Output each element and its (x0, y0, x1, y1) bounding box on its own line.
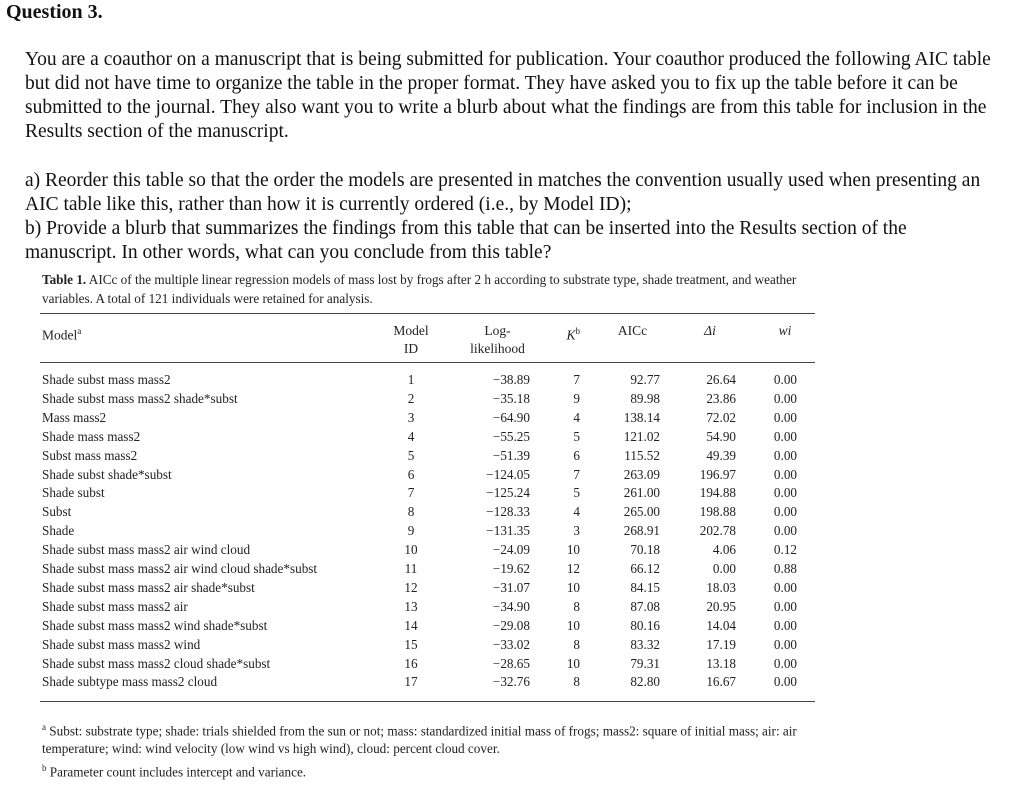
row-weight: 0.88 (773, 561, 797, 576)
row-delta: 49.39 (706, 447, 736, 463)
row-log-likelihood: −32.76 (492, 674, 530, 690)
row-model-id: 6 (407, 466, 415, 482)
table-caption-label: Table 1. (42, 272, 87, 287)
header-aicc: AICc (617, 323, 648, 338)
row-model-id: 9 (407, 523, 415, 539)
row-aicc: 83.32 (630, 636, 660, 652)
row-aicc: 265.00 (623, 504, 660, 520)
row-model: Shade subst mass mass2 cloud shade*subst (42, 655, 271, 671)
row-aicc: 261.00 (623, 485, 660, 501)
row-delta: 23.86 (706, 390, 736, 406)
row-model-id: 3 (407, 409, 415, 425)
row-log-likelihood: −19.62 (492, 561, 530, 576)
table-row (0, 617, 1024, 636)
row-model-id: 17 (404, 674, 418, 690)
row-weight: 0.12 (773, 542, 797, 558)
row-model-id: 7 (407, 485, 415, 501)
table-header-rule (40, 362, 815, 363)
row-model-id: 13 (404, 598, 418, 614)
header-k: $K^b$ (566, 326, 580, 343)
row-aicc: 79.31 (630, 655, 660, 671)
table-top-rule (40, 313, 815, 314)
row-model: Shade subst mass mass2 (42, 372, 171, 387)
row-delta: 72.02 (706, 409, 736, 425)
table-row (0, 673, 1024, 692)
row-aicc: 138.14 (623, 409, 660, 425)
row-model: Shade subst (42, 485, 105, 501)
row-model: Shade subst mass mass2 air wind cloud shade*subst (42, 561, 318, 576)
row-log-likelihood: −128.33 (486, 504, 530, 520)
row-k: 10 (566, 617, 580, 633)
row-k: 6 (573, 447, 580, 463)
table-row (0, 655, 1024, 674)
row-model: Shade subst mass mass2 air wind cloud (42, 542, 251, 558)
table-row (0, 560, 1024, 579)
row-model-id: 10 (404, 542, 418, 558)
row-log-likelihood: −125.24 (486, 485, 530, 501)
row-model-id: 1 (407, 372, 415, 387)
row-model-id: 15 (404, 636, 418, 652)
table-row (0, 466, 1024, 485)
table-row (0, 503, 1024, 522)
row-model-id: 4 (407, 428, 415, 444)
row-aicc: 121.02 (623, 428, 660, 444)
row-k: 5 (573, 485, 580, 501)
row-model: Mass mass2 (42, 409, 107, 425)
header-weight: wi (778, 323, 792, 338)
row-model: Shade subst shade*subst (42, 466, 172, 482)
row-weight: 0.00 (773, 523, 797, 539)
row-model: Shade mass mass2 (42, 428, 141, 444)
row-delta: 18.03 (706, 579, 736, 595)
row-weight: 0.00 (773, 636, 797, 652)
header-model: Model$^a$ (42, 326, 82, 343)
row-weight: 0.00 (773, 674, 797, 690)
row-model-id: 11 (404, 561, 418, 576)
row-model-id: 8 (407, 504, 415, 520)
row-k: 8 (573, 598, 580, 614)
row-log-likelihood: −33.02 (492, 636, 530, 652)
row-k: 8 (573, 636, 580, 652)
row-model: Subst mass mass2 (42, 447, 138, 463)
row-log-likelihood: −51.39 (492, 447, 530, 463)
part-b-text: b) Provide a blurb that summarizes the findings from this table that can be inserted into the Results section of the manuscript. In other words, what can you conclude from this table? (25, 218, 907, 263)
row-aicc: 268.91 (623, 523, 660, 539)
header-log-likelihood: Log- likelihood (470, 323, 525, 356)
row-weight: 0.00 (773, 409, 797, 425)
row-log-likelihood: −131.35 (486, 523, 530, 539)
row-model: Shade (42, 523, 75, 539)
table-row (0, 598, 1024, 617)
table-row (0, 447, 1024, 466)
row-log-likelihood: −28.65 (492, 655, 530, 671)
row-weight: 0.00 (773, 579, 797, 595)
row-delta: 54.90 (706, 428, 736, 444)
table-caption-text: AICc of the multiple linear regression models of mass lost by frogs after 2 h according to substrate type, shade treatment, and weather variables. A total of 121 individuals were retained for analysis. (42, 272, 797, 306)
row-aicc: 92.77 (630, 372, 660, 387)
row-weight: 0.00 (773, 617, 797, 633)
footnote-b: $^b$ Parameter count includes intercept and variance. (42, 763, 307, 780)
row-weight: 0.00 (773, 504, 797, 520)
intro-paragraph: You are a coauthor on a manuscript that is being submitted for publication. Your coauthor produced the following AIC table but did not have time to organize the table in the proper format. They have asked you to fix up the table before it can be submitted to the journal. They also want you to write a blurb about what the findings are from this table for inclusion in the Results section of the manuscript. (25, 49, 991, 142)
table-row (0, 390, 1024, 409)
table-row (0, 541, 1024, 560)
row-aicc: 70.18 (630, 542, 660, 558)
row-delta: 198.88 (699, 504, 736, 520)
row-k: 10 (566, 579, 580, 595)
row-delta: 20.95 (706, 598, 736, 614)
row-weight: 0.00 (773, 447, 797, 463)
row-delta: 196.97 (699, 466, 736, 482)
row-weight: 0.00 (773, 390, 797, 406)
row-delta: 16.67 (706, 674, 736, 690)
row-delta: 0.00 (712, 561, 736, 576)
row-log-likelihood: −55.25 (492, 428, 530, 444)
table-bottom-rule (40, 701, 815, 702)
row-k: 7 (573, 466, 580, 482)
row-weight: 0.00 (773, 485, 797, 501)
row-aicc: 66.12 (630, 561, 660, 576)
row-aicc: 84.15 (630, 579, 660, 595)
row-k: 9 (573, 390, 580, 406)
table-row (0, 579, 1024, 598)
row-log-likelihood: −64.90 (492, 409, 530, 425)
table-row (0, 409, 1024, 428)
row-model: Subst (42, 504, 72, 520)
row-weight: 0.00 (773, 466, 797, 482)
header-model-id: Model ID (393, 323, 429, 356)
row-log-likelihood: −34.90 (492, 598, 530, 614)
row-aicc: 115.52 (624, 447, 660, 463)
row-k: 5 (573, 428, 580, 444)
row-k: 10 (566, 542, 580, 558)
row-weight: 0.00 (773, 655, 797, 671)
row-delta: 4.06 (712, 542, 736, 558)
table-row (0, 522, 1024, 541)
row-aicc: 89.98 (630, 390, 660, 406)
row-model-id: 12 (404, 579, 418, 595)
row-aicc: 263.09 (623, 466, 660, 482)
footnote-a: $^a$ Subst: substrate type; shade: trials shielded from the sun or not; mass: standardized initial mass of frogs; mass2: square of initial mass; air: air temperature; wind: wind velocity (low wind vs high wind), cloud: percent cloud cover. (42, 722, 797, 757)
row-delta: 13.18 (706, 655, 736, 671)
row-log-likelihood: −24.09 (492, 542, 530, 558)
row-model: Shade subst mass mass2 wind shade*subst (42, 617, 268, 633)
row-k: 10 (566, 655, 580, 671)
row-log-likelihood: −124.05 (486, 466, 530, 482)
row-model: Shade subst mass mass2 wind (42, 636, 201, 652)
row-weight: 0.00 (773, 598, 797, 614)
task-parts (25, 169, 1000, 265)
row-aicc: 87.08 (630, 598, 660, 614)
table-row (0, 428, 1024, 447)
table-row (0, 484, 1024, 503)
row-delta: 202.78 (699, 523, 736, 539)
row-delta: 14.04 (706, 617, 736, 633)
row-log-likelihood: −31.07 (492, 579, 530, 595)
row-delta: 194.88 (699, 485, 736, 501)
row-model: Shade subst mass mass2 air shade*subst (42, 579, 255, 595)
row-model-id: 16 (404, 655, 418, 671)
row-k: 3 (573, 523, 580, 539)
row-model: Shade subtype mass mass2 cloud (42, 674, 218, 690)
row-model-id: 5 (407, 447, 415, 463)
row-k: 7 (573, 372, 580, 387)
row-delta: 26.64 (706, 372, 736, 387)
question-title: Question 3. (6, 1, 103, 23)
row-weight: 0.00 (773, 428, 797, 444)
table-body (0, 371, 1024, 701)
row-model-id: 14 (404, 617, 418, 633)
part-a-text: a) Reorder this table so that the order the models are presented in matches the convention usually used when presenting an AIC table like this, rather than how it is currently ordered (i.e., by Model ID); (25, 170, 981, 215)
row-k: 4 (573, 409, 580, 425)
row-model: Shade subst mass mass2 air (42, 598, 188, 614)
table-caption (42, 270, 812, 308)
row-aicc: 80.16 (630, 617, 660, 633)
table-row (0, 371, 1024, 390)
row-log-likelihood: −35.18 (492, 390, 530, 406)
row-log-likelihood: −38.89 (492, 372, 530, 387)
row-aicc: 82.80 (630, 674, 660, 690)
row-model: Shade subst mass mass2 shade*subst (42, 390, 238, 406)
header-delta: Δi (704, 323, 716, 338)
row-k: 8 (573, 674, 580, 690)
row-k: 12 (566, 561, 580, 576)
table-row (0, 636, 1024, 655)
row-delta: 17.19 (706, 636, 736, 652)
row-weight: 0.00 (773, 372, 797, 387)
row-k: 4 (573, 504, 580, 520)
row-model-id: 2 (407, 390, 415, 406)
row-log-likelihood: −29.08 (492, 617, 530, 633)
